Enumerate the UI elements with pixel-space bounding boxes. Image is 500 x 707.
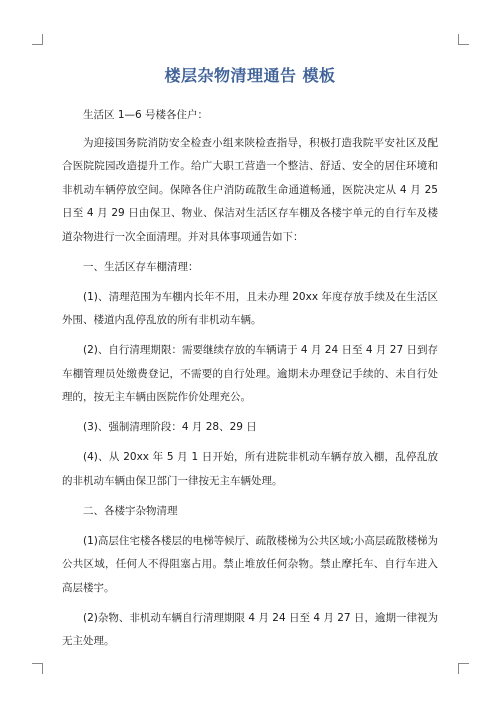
- crop-mark-top-right: [458, 34, 469, 45]
- bike-shed-item-4: (4)、从 20xx 年 5 月 1 日开始，所有进院非机动车辆存放入棚，乱停乱放的非机动车辆由保卫部门一律按无主车辆处理。: [62, 451, 438, 487]
- building-debris-item-1: (1)高层住宅楼各楼层的电梯等候厅、疏散楼梯为公共区域;小高层疏散楼梯为公共区域，任何人不得阻塞占用。禁止堆放任何杂物。禁止摩托车、自行车进入高层楼宇。: [62, 534, 438, 594]
- greeting-line: 生活区 1—6 号楼各住户：: [83, 109, 209, 121]
- document-body: [62, 104, 438, 660]
- section-heading-bike-shed: 一、生活区存车棚清理：: [83, 260, 199, 273]
- crop-mark-top-left: [32, 34, 43, 45]
- document-title: 楼层杂物清理通告 模板: [164, 66, 336, 85]
- bike-shed-item-2: (2)、自行清理期限：需要继续存放的车辆请于 4 月 24 日至 4 月 27 日到存车棚管理员处缴费登记，不需要的自行处理。逾期未办理登记手续的、未自行处理的，按无主车辆由医院作价处理充公。: [62, 344, 438, 403]
- bike-shed-item-1: (1)、清理范围为车棚内长年不用，且未办理 20xx 年度存放手续及在生活区外围、楼道内乱停乱放的所有非机动车辆。: [62, 290, 438, 326]
- intro-paragraph: 为迎接国务院消防安全检查小组来陕检查指导，积极打造我院平安社区及配合医院院园改造提升工作。给广大职工营造一个整洁、舒适、安全的居住环境和非机动车辆停放空间。保障各住户消防疏散生命通道畅通，医院决定从 4 月 25 日至 4 月 29 日由保卫、物业、保洁对生活区存车棚及各楼宇单元的自行车及楼道杂物进行一次全面清理。并对具体事项通告如下：: [62, 136, 438, 243]
- crop-mark-bottom-left: [32, 663, 43, 674]
- bike-shed-item-3: (3)、强制清理阶段：4 月 28、29 日: [83, 421, 257, 433]
- building-debris-item-2: (2)杂物、非机动车辆自行清理期限 4 月 24 日至 4 月 27 日，逾期一律视为无主处理。: [62, 611, 438, 647]
- section-heading-building-debris: 二、各楼宇杂物清理: [83, 504, 178, 517]
- crop-mark-bottom-right: [458, 663, 469, 674]
